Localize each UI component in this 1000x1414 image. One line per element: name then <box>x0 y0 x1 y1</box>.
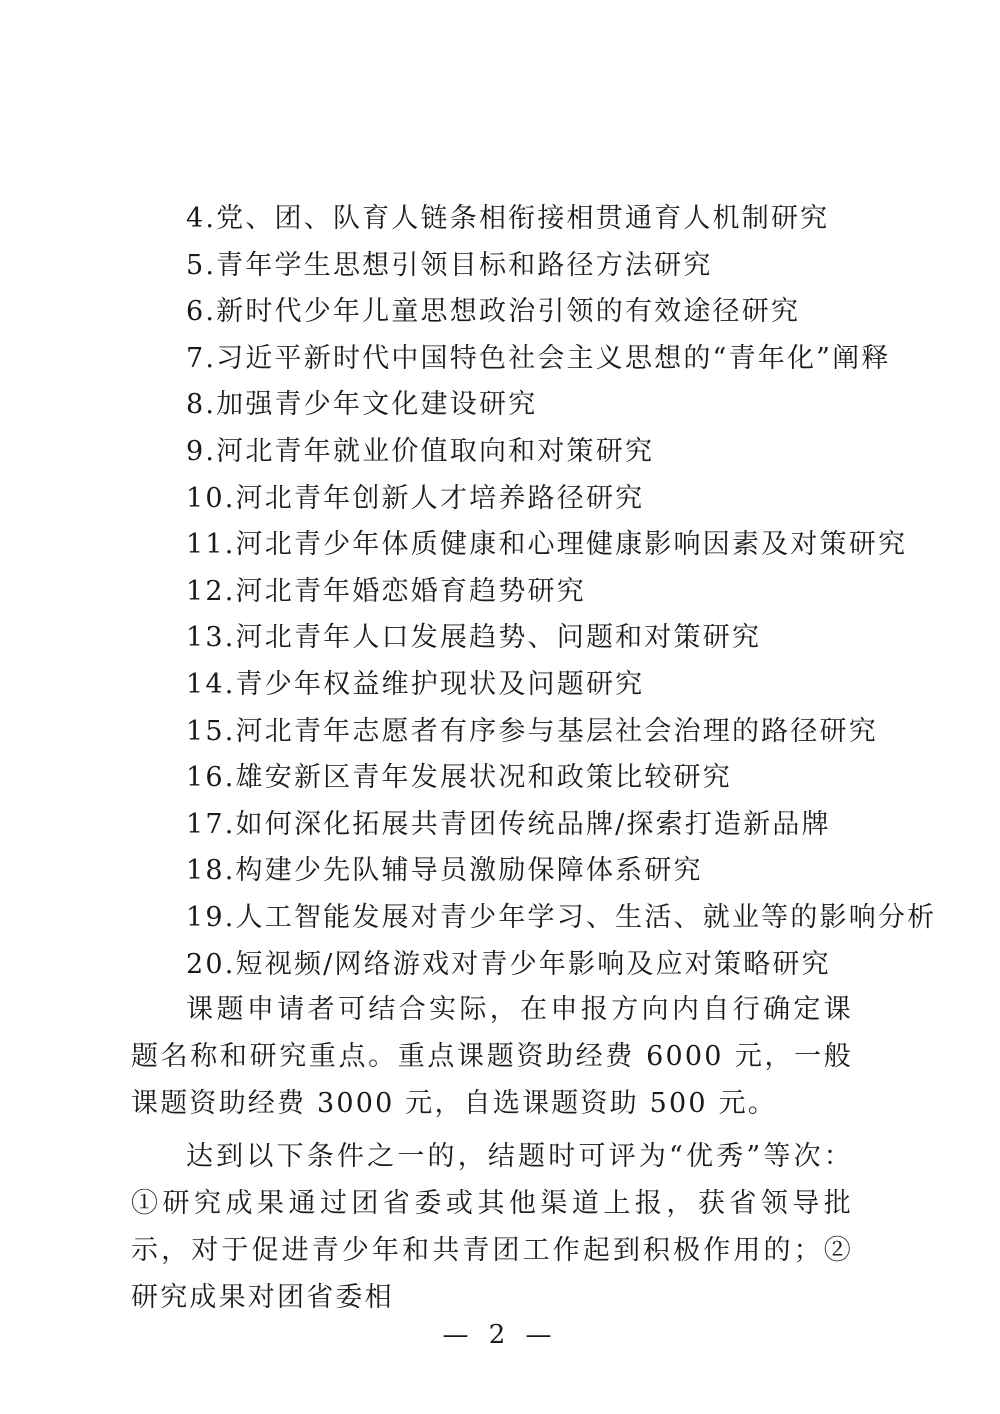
list-item: 4.党、团、队育人链条相衔接相贯通育人机制研究 <box>186 203 830 234</box>
list-item: 15.河北青年志愿者有序参与基层社会治理的路径研究 <box>186 715 878 747</box>
research-topic-list <box>186 196 936 988</box>
page-number: — 2 — <box>442 1320 558 1350</box>
list-item: 16.雄安新区青年发展状况和政策比较研究 <box>186 762 732 794</box>
list-item: 5.青年学生思想引领目标和路径方法研究 <box>186 249 713 281</box>
list-item: 6.新时代少年儿童思想政治引领的有效途径研究 <box>186 296 801 328</box>
evaluation-paragraph <box>131 1133 853 1321</box>
list-item: 13.河北青年人口发展趋势、问题和对策研究 <box>186 622 762 654</box>
list-item: 9.河北青年就业价值取向和对策研究 <box>186 435 655 467</box>
funding-paragraph-text: 课题申请者可结合实际，在申报方向内自行确定课题名称和研究重点。重点课题资助经费 6000 元，一般课题资助经费 3000 元，自选课题资助 500 元。 <box>131 994 853 1119</box>
list-item: 14.青少年权益维护现状及问题研究 <box>186 668 645 700</box>
evaluation-paragraph-text: 达到以下条件之一的，结题时可评为“优秀”等次：①研究成果通过团省委或其他渠道上报，获省领导批示，对于促进青少年和共青团工作起到积极作用的；②研究成果对团省委相 <box>131 1141 853 1313</box>
list-item: 8.加强青少年文化建设研究 <box>186 389 538 421</box>
funding-paragraph <box>131 986 853 1127</box>
list-item: 20.短视频/网络游戏对青少年影响及应对策略研究 <box>186 948 831 980</box>
list-item: 17.如何深化拓展共青团传统品牌/探索打造新品牌 <box>186 808 831 840</box>
list-item: 19.人工智能发展对青少年学习、生活、就业等的影响分析 <box>186 901 937 933</box>
list-item: 7.习近平新时代中国特色社会主义思想的“青年化”阐释 <box>186 342 891 374</box>
list-item: 10.河北青年创新人才培养路径研究 <box>186 482 645 514</box>
list-item: 12.河北青年婚恋婚育趋势研究 <box>186 575 586 607</box>
list-item: 11.河北青少年体质健康和心理健康影响因素及对策研究 <box>186 529 908 561</box>
list-item: 18.构建少先队辅导员激励保障体系研究 <box>186 855 703 887</box>
